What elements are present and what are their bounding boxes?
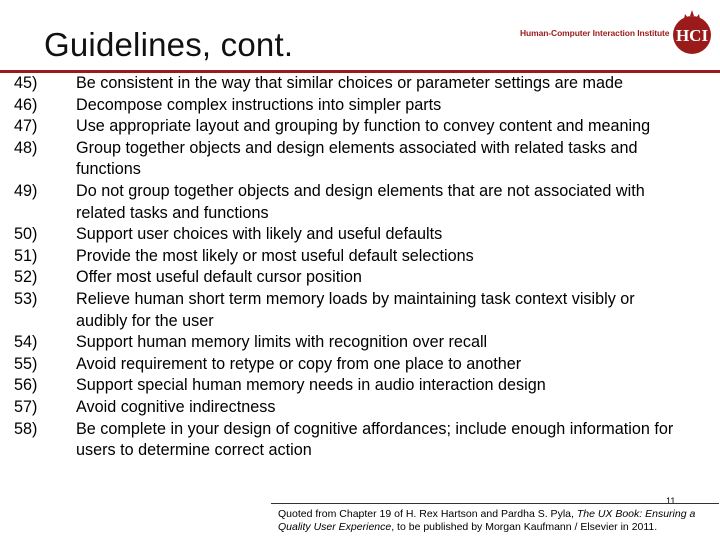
guideline-text: Decompose complex instructions into simpler parts — [76, 95, 442, 114]
slide-title: Guidelines, cont. — [44, 26, 294, 63]
list-item — [14, 267, 704, 289]
list-item — [14, 419, 704, 462]
guideline-text: Avoid requirement to retype or copy from one place to another — [76, 354, 522, 373]
list-item — [14, 181, 704, 224]
guideline-number: 53) — [14, 289, 38, 308]
guideline-text: Avoid cognitive indirectness — [76, 397, 276, 416]
list-item — [14, 246, 704, 268]
guideline-number: 46) — [14, 95, 38, 114]
list-item — [14, 332, 704, 354]
page-number: 11 — [666, 496, 676, 506]
list-item — [14, 138, 704, 181]
guideline-text: Support special human memory needs in audio interaction design — [76, 376, 546, 395]
guideline-number: 47) — [14, 117, 38, 136]
guideline-number: 45) — [14, 74, 38, 92]
guideline-number: 51) — [14, 246, 38, 265]
guideline-text: Offer most useful default cursor position — [76, 268, 362, 287]
guideline-number: 57) — [14, 397, 38, 416]
guideline-text: Provide the most likely or most useful default selections — [76, 246, 474, 265]
guideline-number: 49) — [14, 181, 38, 200]
institute-brand-text: Human-Computer Interaction Institute — [520, 28, 670, 38]
guideline-number: 48) — [14, 138, 38, 157]
guideline-text: Group together objects and design elements associated with related tasks and functions — [76, 138, 638, 179]
list-item — [14, 397, 704, 419]
guideline-number: 52) — [14, 268, 38, 287]
list-item — [14, 354, 704, 376]
list-item — [14, 289, 704, 332]
guideline-text: Relieve human short term memory loads by maintaining task context visibly or audibly for the user — [76, 289, 635, 330]
guideline-text: Support user choices with likely and useful defaults — [76, 225, 443, 244]
citation-prefix: Quoted from Chapter 19 of H. Rex Hartson and Pardha S. Pyla, — [278, 508, 577, 520]
guideline-number: 58) — [14, 419, 38, 438]
guideline-text: Be complete in your design of cognitive affordances; include enough information for users to determine correct action — [76, 419, 674, 460]
list-item — [14, 116, 704, 138]
guideline-text: Use appropriate layout and grouping by function to convey content and meaning — [76, 117, 651, 136]
guideline-number: 56) — [14, 376, 38, 395]
hci-logo-icon — [671, 8, 713, 56]
logo-lettering: HCI — [675, 26, 709, 45]
citation — [271, 503, 719, 534]
list-item — [14, 224, 704, 246]
guideline-text: Support human memory limits with recognition over recall — [76, 333, 488, 352]
guideline-number: 50) — [14, 225, 38, 244]
citation-suffix: , to be published by Morgan Kaufmann / Elsevier in 2011. — [391, 521, 658, 533]
citation-book-title: The UX Book: Ensuring a Quality User Experience — [278, 508, 696, 533]
guideline-text: Do not group together objects and design elements that are not associated with related tasks and functions — [76, 181, 645, 222]
guideline-text: Be consistent in the way that similar choices or parameter settings are made — [76, 74, 624, 92]
list-item — [14, 73, 704, 95]
list-item — [14, 95, 704, 117]
guideline-list — [14, 73, 704, 462]
guideline-number: 55) — [14, 354, 38, 373]
guideline-number: 54) — [14, 333, 38, 352]
list-item — [14, 375, 704, 397]
